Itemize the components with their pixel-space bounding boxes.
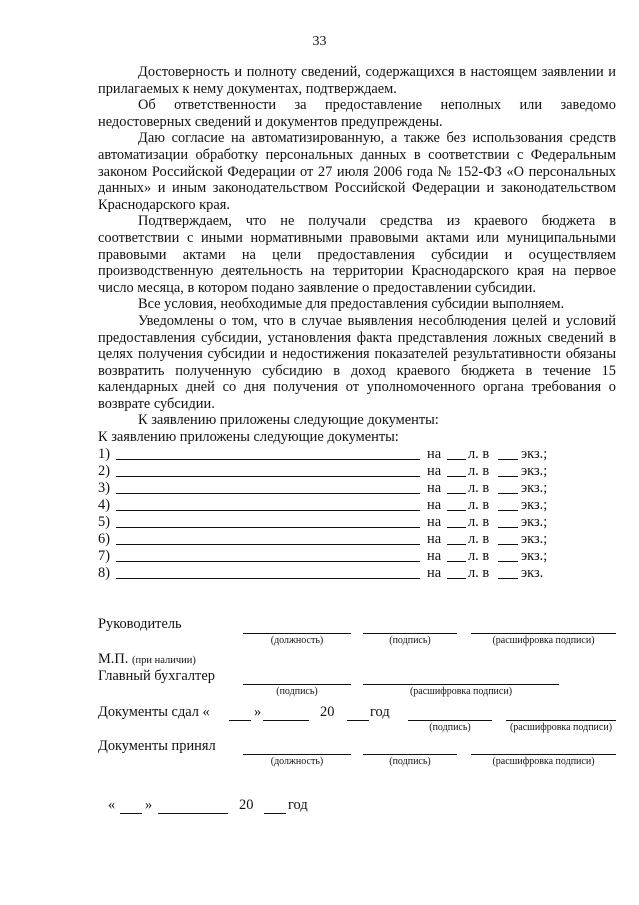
head-position-field[interactable]	[243, 633, 351, 634]
document-number: 6)	[98, 530, 110, 547]
body-text	[98, 64, 616, 582]
head-decoding-field[interactable]	[471, 633, 616, 634]
date-quote-close: »	[145, 797, 153, 813]
head-signature-field[interactable]	[363, 633, 457, 634]
page-number: 33	[312, 34, 327, 49]
submitted-label: Документы сдал «	[98, 704, 210, 720]
document-na-label: на	[427, 547, 442, 564]
document-copies-field[interactable]	[498, 561, 518, 562]
document-name-field[interactable]	[116, 578, 420, 579]
document-number: 7)	[98, 547, 110, 564]
submitted-quote-close: »	[254, 704, 262, 720]
submitted-signature-field[interactable]	[408, 720, 492, 721]
document-copies-label: экз.;	[521, 547, 548, 564]
caption-decoding: (расшифровка подписи)	[509, 722, 613, 733]
paragraph-responsibility: Об ответственности за предоставление неполных или заведомо недостоверных сведений и документов предупреждены.	[98, 97, 616, 130]
document-row	[98, 548, 616, 565]
document-sheets-field[interactable]	[447, 527, 466, 528]
date-quote-open: «	[108, 797, 116, 813]
document-row	[98, 480, 616, 497]
paragraph-reliability: Достоверность и полноту сведений, содержащихся в настоящем заявлении и прилагаемых к нему документах, подтверждаем.	[98, 64, 616, 97]
document-sheets-label: л. в	[468, 513, 490, 530]
documents-title: К заявлению приложены следующие документы:	[98, 429, 399, 446]
document-sheets-label: л. в	[468, 564, 490, 581]
accountant-decoding-field[interactable]	[363, 684, 559, 685]
document-sheets-label: л. в	[468, 462, 490, 479]
document-sheets-field[interactable]	[447, 561, 466, 562]
document-copies-field[interactable]	[498, 493, 518, 494]
caption-decoding: (расшифровка подписи)	[492, 756, 595, 767]
document-na-label: на	[427, 496, 442, 513]
accepted-signature-field[interactable]	[363, 754, 457, 755]
date-day-field[interactable]	[120, 813, 142, 814]
mp-note: (при наличии)	[132, 655, 196, 666]
document-number: 4)	[98, 496, 110, 513]
head-label: Руководитель	[98, 616, 182, 632]
document-copies-field[interactable]	[498, 459, 518, 460]
date-year-prefix: 20	[239, 797, 254, 813]
paragraph-confirm: Подтверждаем, что не получали средства из краевого бюджета в соответствии с иными нормативными правовыми актами или муниципальными правовыми актами на цели предоставления субсидии и осуществляем производственную деятельность на территории Краснодарского края на первое число месяца, в котором подано заявление о предоставлении субсидии.	[98, 213, 616, 296]
document-copies-field[interactable]	[498, 544, 518, 545]
caption-decoding: (расшифровка подписи)	[492, 635, 595, 646]
caption-position: (должность)	[270, 756, 324, 767]
document-name-field[interactable]	[116, 527, 420, 528]
caption-signature: (подпись)	[389, 635, 431, 646]
document-sheets-label: л. в	[468, 496, 490, 513]
document-copies-field[interactable]	[498, 527, 518, 528]
document-copies-field[interactable]	[498, 476, 518, 477]
accepted-position-field[interactable]	[243, 754, 351, 755]
document-number: 5)	[98, 513, 110, 530]
document-name-field[interactable]	[116, 493, 420, 494]
document-row	[98, 463, 616, 480]
document-number: 1)	[98, 445, 110, 462]
date-month-field[interactable]	[158, 813, 228, 814]
accepted-label: Документы принял	[98, 738, 216, 754]
mp-label	[98, 651, 196, 668]
caption-signature: (подпись)	[429, 722, 471, 733]
document-copies-label: экз.;	[521, 496, 548, 513]
paragraph-notified: Уведомлены о том, что в случае выявления несоблюдения целей и условий предоставления субсидии, установления факта представления ложных сведений в целях получения субсидии и недостижения показателей результативности обязаны возвратить полученную субсидию в доход краевого бюджета в течение 15 календарных дней со дня получения от уполномоченного органа требования о возврате субсидии.	[98, 312, 616, 412]
document-name-field[interactable]	[116, 510, 420, 511]
document-name-field[interactable]	[116, 459, 420, 460]
document-copies-label: экз.;	[521, 513, 548, 530]
caption-signature: (подпись)	[276, 686, 318, 697]
document-sheets-field[interactable]	[447, 510, 466, 511]
document-sheets-label: л. в	[468, 479, 490, 496]
mp-text: М.П.	[98, 651, 129, 667]
document-copies-label: экз.;	[521, 530, 548, 547]
submitted-decoding-field[interactable]	[506, 720, 616, 721]
submitted-year-field[interactable]	[347, 720, 369, 721]
document-na-label: на	[427, 462, 442, 479]
document-na-label: на	[427, 479, 442, 496]
document-name-field[interactable]	[116, 544, 420, 545]
document-sheets-field[interactable]	[447, 578, 466, 579]
paragraph-conditions: Все условия, необходимые для предоставления субсидии выполняем.	[138, 296, 565, 313]
paragraph-attached: К заявлению приложены следующие документы:	[138, 412, 439, 429]
document-copies-field[interactable]	[498, 510, 518, 511]
document-copies-label: экз.;	[521, 445, 548, 462]
submitted-month-field[interactable]	[263, 720, 309, 721]
document-sheets-field[interactable]	[447, 544, 466, 545]
paragraph-consent: Даю согласие на автоматизированную, а также без использования средств автоматизации обработку персональных данных в соответствии с Федеральным законом Российской Федерации от 27 июля 2006 года № 152-ФЗ «О персональных данных» и иным законодательством Российской Федерации и законодательством Краснодарского края.	[98, 130, 616, 213]
date-year-word: год	[288, 797, 308, 813]
document-sheets-label: л. в	[468, 547, 490, 564]
document-row	[98, 514, 616, 531]
document-sheets-label: л. в	[468, 530, 490, 547]
document-sheets-field[interactable]	[447, 459, 466, 460]
document-na-label: на	[427, 564, 442, 581]
accepted-decoding-field[interactable]	[471, 754, 616, 755]
document-row	[98, 497, 616, 514]
caption-decoding: (расшифровка подписи)	[409, 686, 513, 697]
date-year-field[interactable]	[264, 813, 286, 814]
accountant-signature-field[interactable]	[243, 684, 351, 685]
document-number: 3)	[98, 479, 110, 496]
document-copies-field[interactable]	[498, 578, 518, 579]
document-na-label: на	[427, 513, 442, 530]
document-number: 2)	[98, 462, 110, 479]
document-row	[98, 565, 616, 582]
documents-list	[98, 446, 616, 582]
document-copies-label: экз.;	[521, 462, 548, 479]
document-name-field[interactable]	[116, 561, 420, 562]
document-na-label: на	[427, 530, 442, 547]
document-na-label: на	[427, 445, 442, 462]
caption-signature: (подпись)	[389, 756, 431, 767]
document-name-field[interactable]	[116, 476, 420, 477]
document-copies-label: экз.	[521, 564, 544, 581]
document-row	[98, 531, 616, 548]
accountant-label: Главный бухгалтер	[98, 668, 215, 684]
caption-position: (должность)	[270, 635, 324, 646]
document-sheets-field[interactable]	[447, 476, 466, 477]
document-sheets-field[interactable]	[447, 493, 466, 494]
document-number: 8)	[98, 564, 110, 581]
submitted-day-field[interactable]	[229, 720, 251, 721]
submitted-year-word: год	[370, 704, 390, 720]
document-sheets-label: л. в	[468, 445, 490, 462]
document-row	[98, 446, 616, 463]
submitted-year-prefix: 20	[320, 704, 335, 720]
document-copies-label: экз.;	[521, 479, 548, 496]
